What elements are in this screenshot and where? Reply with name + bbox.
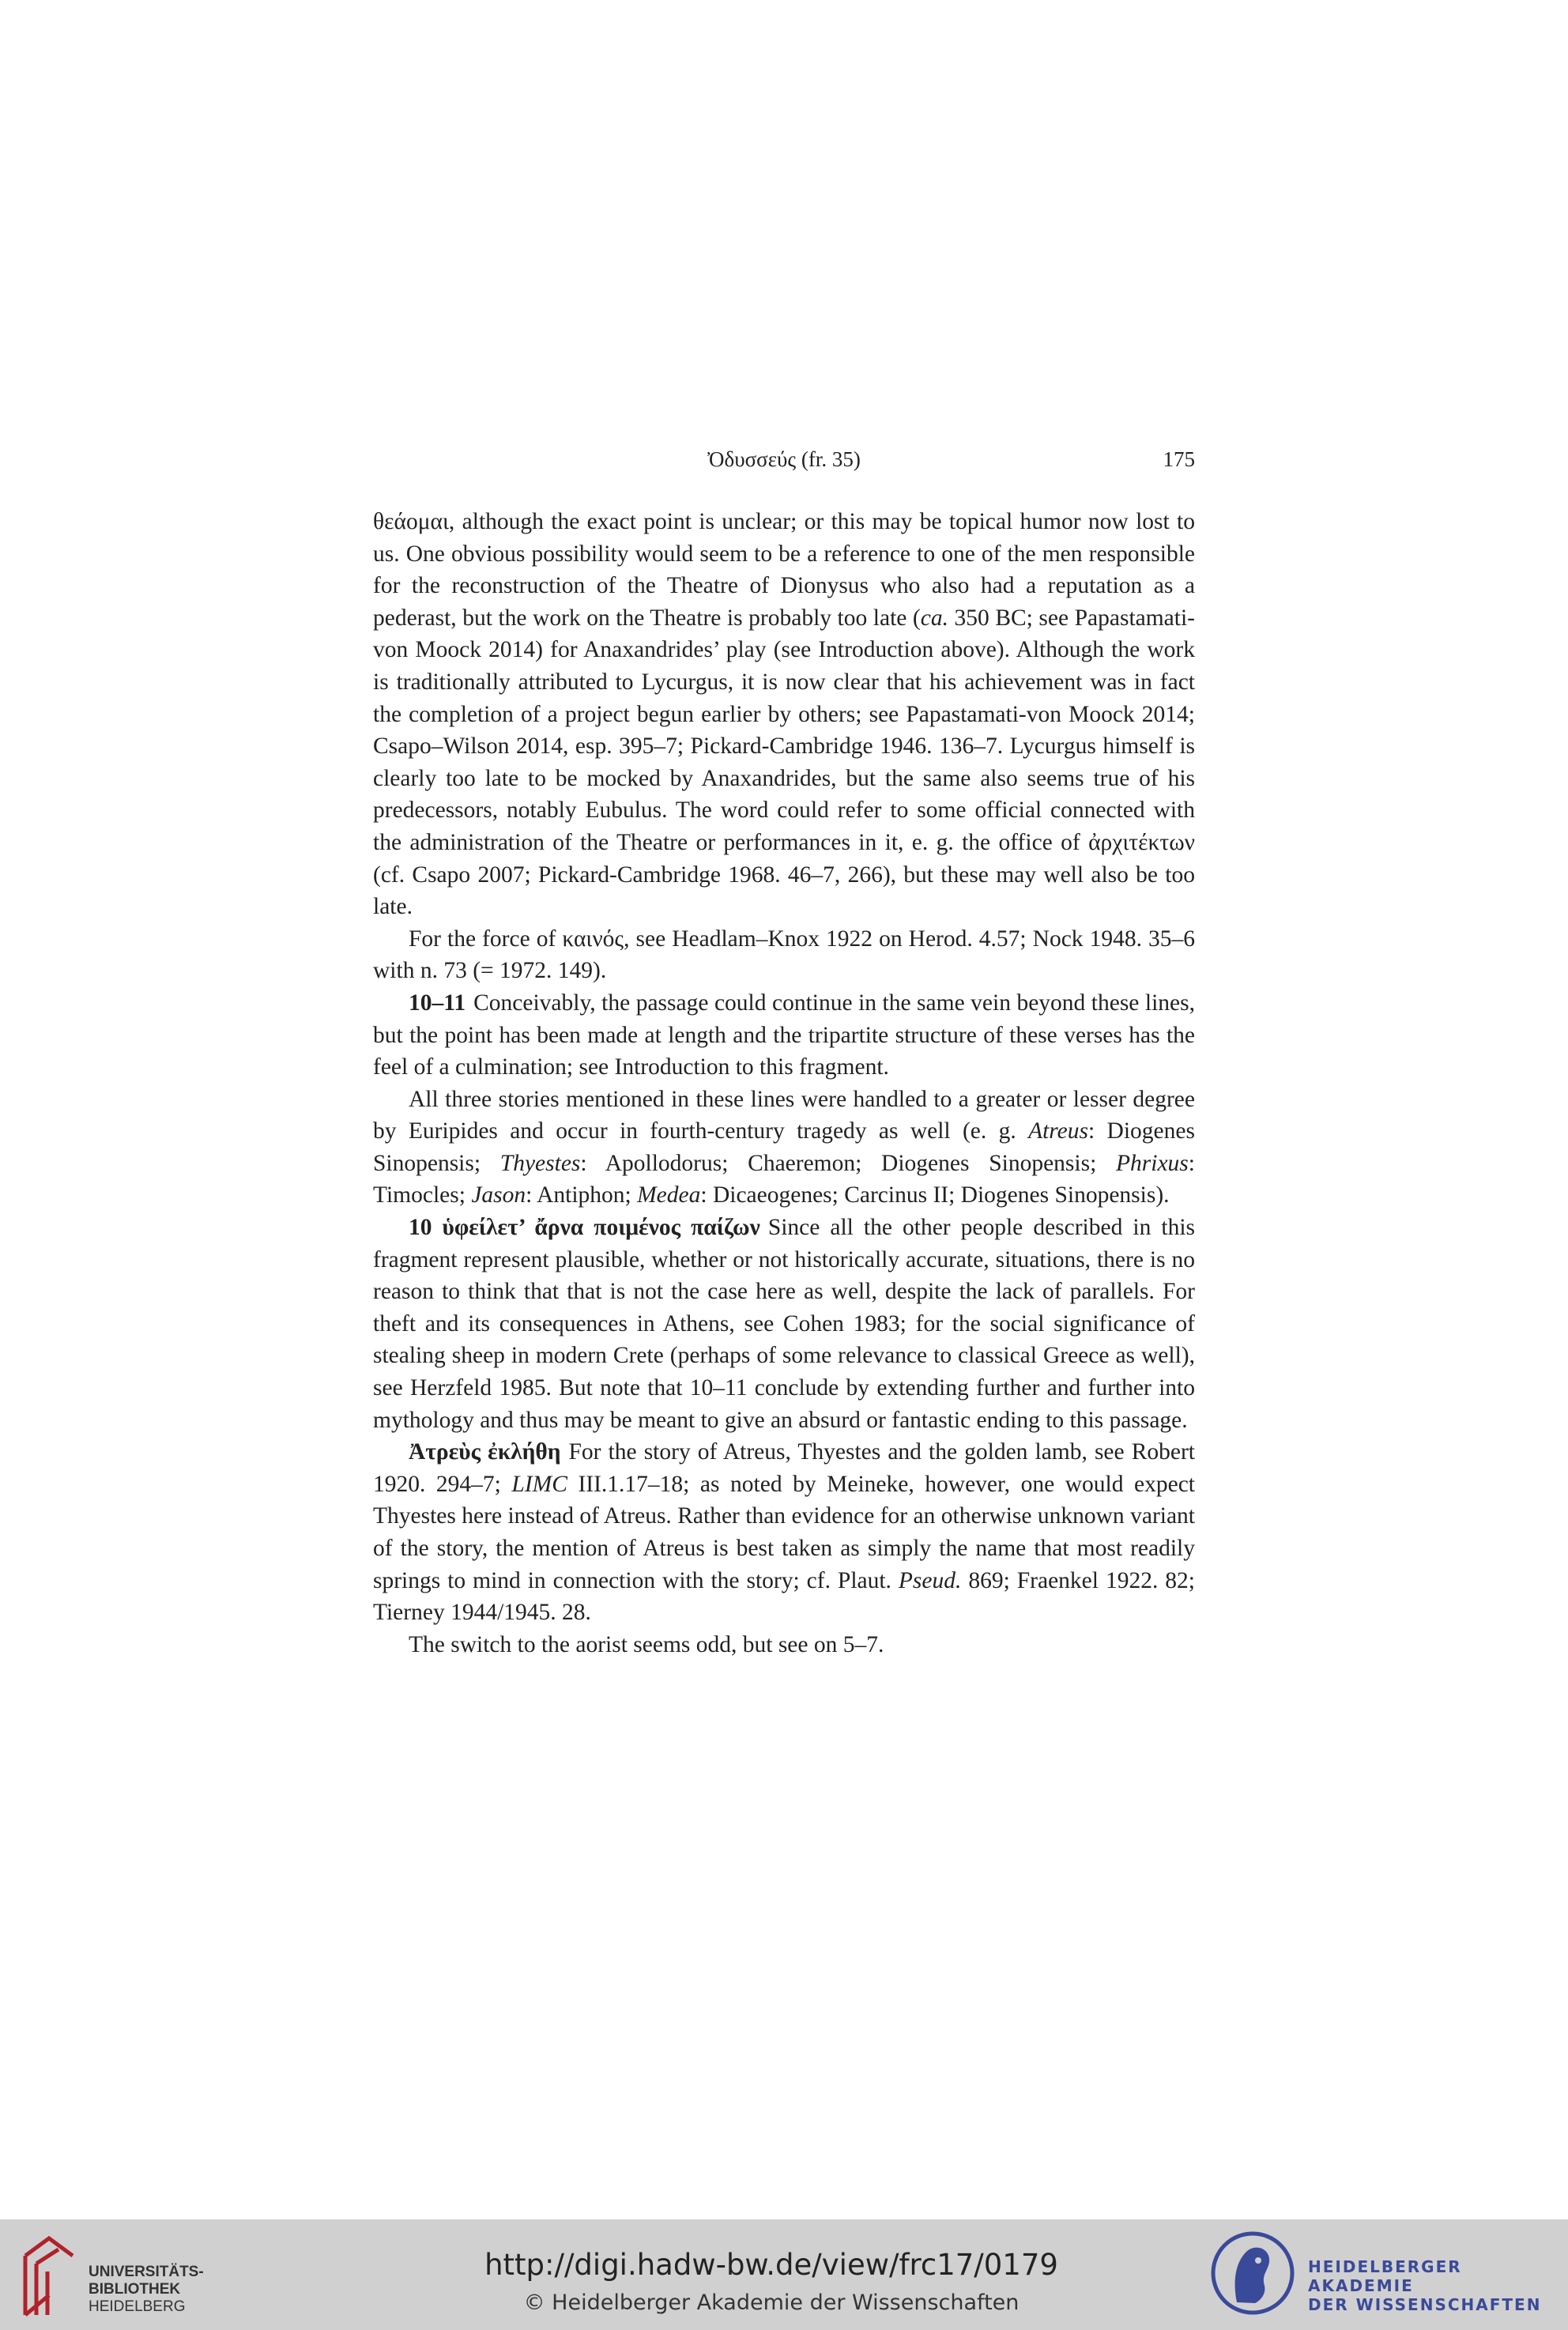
academy-logo-line: HEIDELBERGER AKADEMIE — [1308, 2257, 1462, 2295]
commentary-paragraph — [373, 1084, 1195, 1212]
italic-text: Atreus — [1028, 1118, 1089, 1144]
library-logo-line: BIBLIOTHEK — [89, 2281, 181, 2298]
academy-logo-text — [1308, 2257, 1568, 2314]
text-run: : Apollodorus; Chaeremon; Diogenes Sinopensis; — [580, 1150, 1117, 1176]
italic-text: LIMC — [511, 1471, 567, 1497]
text-run: 350 BC; see Papastamati-von Moock 2014) for Anaxandrides’ play (see Introduction above). Although the work is traditionally attributed to Lycurgus, it is now clear that his achievement was in fact the completion of a project begun earlier by others; see Papastamati-von Moock 2014; Csapo–Wilson 2014, esp. 395–7; Pickard-Cambridge 1946. 136–7. Lycurgus himself is clearly too late to be mocked by Anaxandrides, but the same also seems true of his predecessors, notably Eubulus. The word could refer to some official connected with the administration of the Theatre or performances in it, e. g. the office of ἀρχιτέκτων (cf. Csapo 2007; Pickard-Cambridge 1968. 46–7, 266), but these may well also be too late. — [373, 605, 1195, 920]
commentary-paragraph — [373, 506, 1195, 923]
text-run: Since all the other people described in this fragment represent plausible, whether or not historically accurate, situations, there is no reason to think that that is not the case here as well, despite the lack of parallels. For theft and its consequences in Athens, see Cohen 1983; for the social significance of stealing sheep in modern Crete (perhaps of some relevance to classical Greece as well), see Herzfeld 1985. But note that 10–11 conclude by extending further and further into mythology and thus may be meant to give an absurd or fantastic ending to this passage. — [373, 1215, 1195, 1433]
italic-text: Pseud. — [898, 1567, 962, 1593]
text-run: Conceivably, the passage could continue in the same vein beyond these lines, but the point has been made at length and the tripartite structure of these verses has the feel of a culmination; see Introduction to this fragment. — [373, 990, 1195, 1080]
lemma: 10 ὑφείλετ’ ἄρνα ποιμένος παίζων — [409, 1215, 760, 1241]
text-run: For the force of καινός, see Headlam–Knox 1922 on Herod. 4.57; Nock 1948. 35–6 with n. 73 (= 1972. 149). — [373, 926, 1195, 984]
lemma: Ἀτρεὺς ἐκλήθη — [409, 1439, 561, 1465]
text-run: For the story of Atreus, Thyestes and the golden lamb, see Robert 1920. 294–7; — [373, 1439, 1195, 1497]
page-header — [373, 447, 1195, 479]
commentary-body — [373, 506, 1195, 1661]
library-logo-line: HEIDELBERG — [89, 2298, 186, 2315]
academy-logo-line: DER WISSENSCHAFTEN — [1308, 2295, 1542, 2314]
text-run: : Dicaeogenes; Carcinus II; Diogenes Sinopensis). — [700, 1182, 1170, 1208]
italic-text: Phrixus — [1116, 1150, 1189, 1176]
italic-text: Jason — [471, 1182, 526, 1208]
text-run: : Antiphon; — [526, 1182, 638, 1208]
text-run: The switch to the aorist seems odd, but see on 5–7. — [409, 1631, 884, 1657]
copyright-notice: © Heidelberger Akademie der Wissenschaften — [523, 2290, 1020, 2315]
footer-bar — [0, 2219, 1568, 2330]
text-run: III.1.17–18; as noted by Meineke, however, one would expect Thyestes here instead of Atreus. Rather than evidence for an otherwise unknown variant of the story, the mention of Atreus is best taken as simply the name that most readily springs to mind in connection with the story; cf. Plaut. — [373, 1471, 1195, 1593]
lemma: 10–11 — [409, 990, 466, 1016]
text-run: : Timocles; — [373, 1150, 1195, 1208]
academy-seal-icon — [1209, 2227, 1296, 2322]
italic-text: Thyestes — [499, 1150, 581, 1176]
commentary-paragraph — [373, 987, 1195, 1084]
text-run: 869; Fraenkel 1922. 82; Tierney 1944/1945. 28. — [373, 1567, 1195, 1626]
commentary-paragraph — [373, 1212, 1195, 1436]
running-title: Ὀδυσσεύς (fr. 35) — [707, 447, 861, 471]
source-url-link[interactable]: http://digi.hadw-bw.de/view/frc17/0179 — [484, 2248, 1058, 2282]
text-run: : Diogenes Sinopensis; — [373, 1118, 1195, 1176]
page-number: 175 — [1163, 447, 1195, 471]
text-run: θεάομαι, although the exact point is unclear; or this may be topical humor now lost to us. One obvious possibility would seem to be a reference to one of the men responsible for the reconstruction of the Theatre of Dionysus who also had a reputation as a pederast, but the work on the Theatre is probably too late ( — [373, 509, 1195, 631]
text-run: All three stories mentioned in these lines were handled to a greater or lesser degree by Euripides and occur in fourth-century tragedy as well (e. g. — [373, 1086, 1195, 1144]
commentary-paragraph — [373, 1436, 1195, 1629]
commentary-paragraph — [373, 923, 1195, 987]
italic-text: ca. — [920, 605, 948, 631]
library-logo-line: UNIVERSITÄTS- — [89, 2264, 204, 2280]
italic-text: Medea — [637, 1182, 701, 1208]
academy-logo[interactable] — [1209, 2227, 1296, 2322]
commentary-paragraph — [373, 1629, 1195, 1661]
